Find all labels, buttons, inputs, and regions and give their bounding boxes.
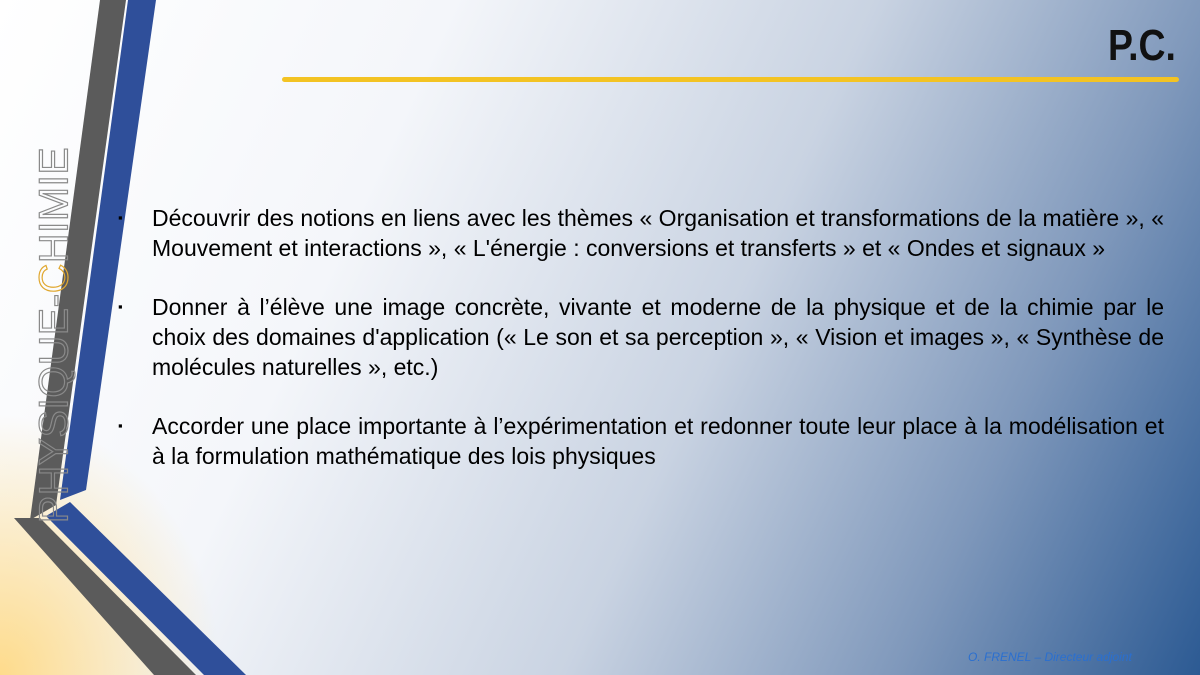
side-title xyxy=(30,146,77,524)
bullet-square-icon: ▪ xyxy=(118,418,123,433)
bullet-text: Donner à l’élève une image concrète, vivante et moderne de la physique et de la chimie par le choix des domaines d'application (« Le son et sa perception », « Vision et images », « Synthèse de molécules naturelles », etc.) xyxy=(152,294,1164,380)
bullet-square-icon: ▪ xyxy=(118,210,123,225)
side-title-main: PHYSIQUE- xyxy=(30,293,77,524)
bullet-list xyxy=(118,203,1164,500)
bullet-square-icon: ▪ xyxy=(118,299,123,314)
bullet-item xyxy=(118,411,1164,471)
logo-text: P.C. xyxy=(1108,21,1176,70)
header-divider xyxy=(282,77,1179,82)
bullet-text: Découvrir des notions en liens avec les thèmes « Organisation et transformations de la matière », « Mouvement et interactions », « L'énergie : conversions et transferts » et « Ondes et signaux » xyxy=(152,205,1164,261)
bullet-item xyxy=(118,203,1164,263)
side-title-rest: HIMIE xyxy=(30,146,77,264)
footer-author: O. FRENEL – Directeur adjoint xyxy=(968,650,1132,664)
side-title-accent: C xyxy=(30,263,77,294)
bullet-item xyxy=(118,292,1164,382)
bullet-text: Accorder une place importante à l’expérimentation et redonner toute leur place à la modélisation et à la formulation mathématique des lois physiques xyxy=(152,413,1164,469)
